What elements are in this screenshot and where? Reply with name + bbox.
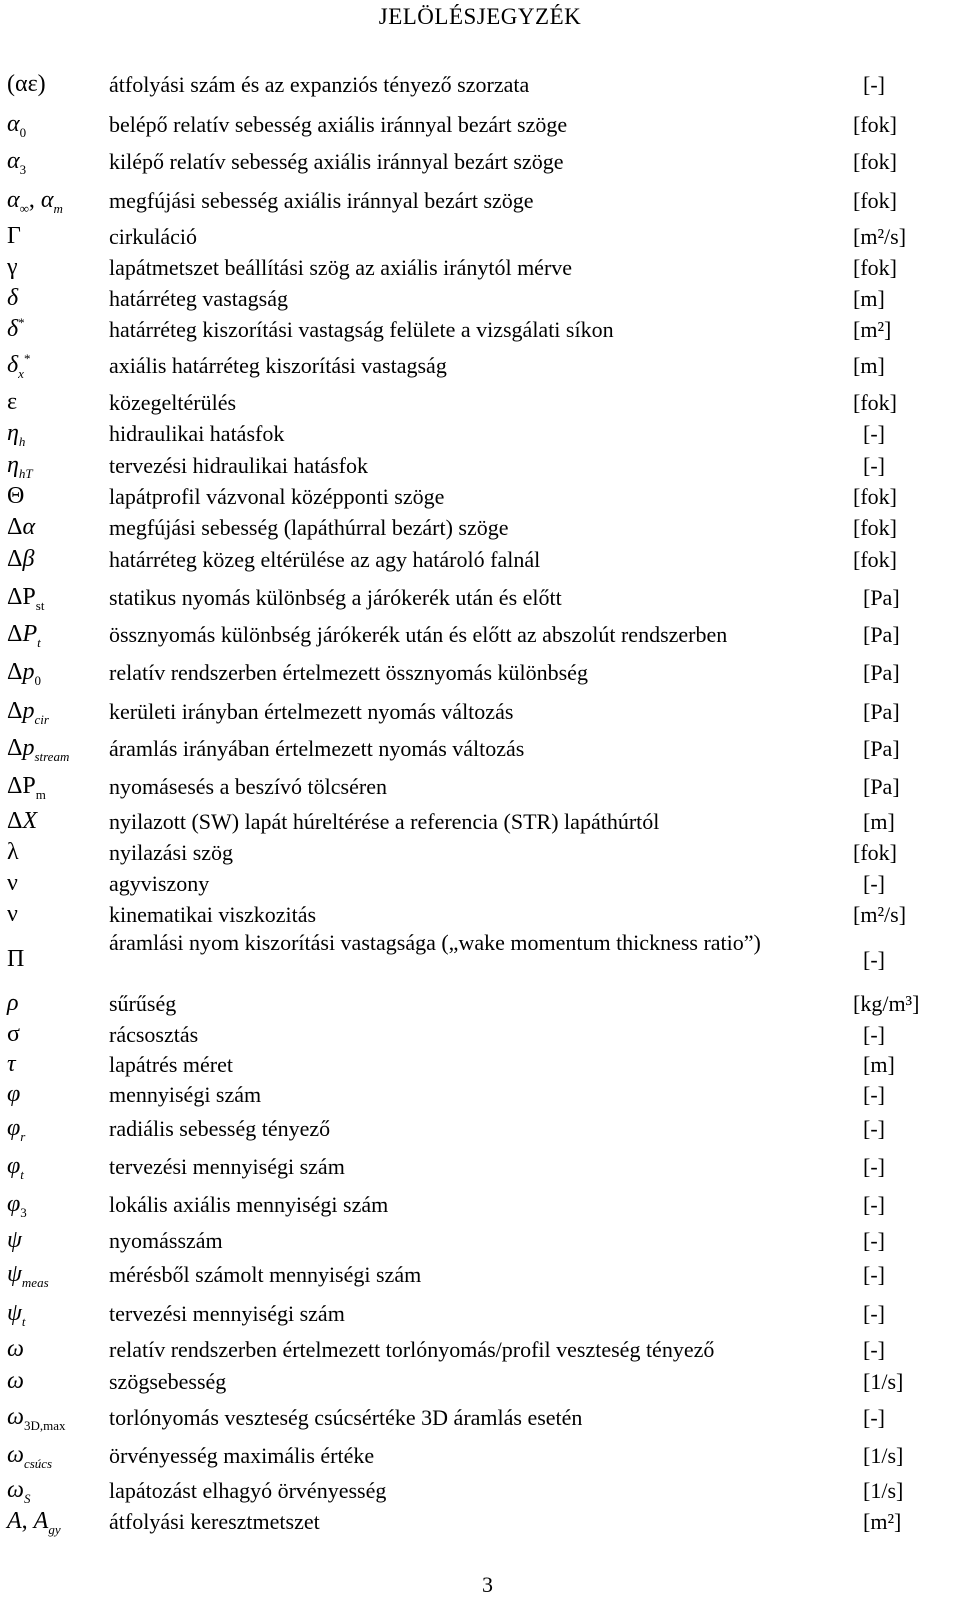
symbol-description: átfolyási keresztmetszet — [109, 1509, 320, 1534]
symbol: $\Delta P_{st}$ — [7, 584, 45, 613]
symbol-description: tervezési hidraulikai hatásfok — [109, 453, 369, 478]
symbol-unit: [m] — [853, 286, 885, 311]
symbol-unit: [m] — [863, 809, 895, 834]
symbol-description: szögsebesség — [109, 1369, 227, 1394]
page-number: 3 — [482, 1572, 493, 1597]
symbol: $\alpha_3$ — [7, 148, 27, 177]
symbol: ω — [7, 1336, 24, 1362]
symbol: ψ — [7, 1227, 22, 1253]
symbol: $\Delta p_0$ — [7, 659, 41, 688]
symbol: $\Delta P_m$ — [7, 773, 46, 802]
symbol-unit: [-] — [863, 1228, 885, 1253]
symbol-description: lapátrés méret — [109, 1052, 233, 1077]
symbol: λ — [7, 839, 19, 865]
symbol-description: mennyiségi szám — [109, 1082, 262, 1107]
symbol: Π — [7, 946, 25, 972]
symbol: $\Delta P_t$ — [7, 621, 41, 650]
symbol-unit: [fok] — [853, 112, 897, 137]
symbol-unit: [fok] — [853, 840, 897, 865]
symbol: φ — [7, 1081, 21, 1107]
symbol-description: megfújási sebesség axiális iránnyal bezárt szöge — [109, 188, 534, 213]
symbol-description: nyomásszám — [109, 1228, 223, 1253]
symbol-unit: [-] — [863, 453, 885, 478]
symbol: σ — [7, 1021, 20, 1047]
symbol-description: axiális határréteg kiszorítási vastagság — [109, 353, 447, 378]
symbol: $\varphi_3$ — [7, 1191, 27, 1220]
symbol: $\Delta p_{stream}$ — [7, 735, 70, 764]
symbol-unit: [fok] — [853, 255, 897, 280]
symbol: $\varphi_r$ — [7, 1115, 26, 1144]
symbol-description: mérésből számolt mennyiségi szám — [109, 1262, 422, 1287]
symbol-description: radiális sebesség tényező — [109, 1116, 331, 1141]
symbol-unit: [-] — [863, 871, 885, 896]
symbol-description: lapátprofil vázvonal középponti szöge — [109, 484, 445, 509]
symbol: $\delta_x^*$ — [7, 351, 31, 381]
symbol-description: torlónyomás veszteség csúcsértéke 3D áramlás esetén — [109, 1405, 583, 1430]
symbol: δ — [7, 285, 19, 311]
symbol-description: hidraulikai hatásfok — [109, 421, 285, 446]
symbol-description: össznyomás különbség járókerék után és előtt az abszolút rendszerben — [109, 622, 728, 647]
symbol-unit: [-] — [863, 1405, 885, 1430]
symbol-unit: [-] — [863, 1022, 885, 1047]
symbol-description: határréteg vastagság — [109, 286, 288, 311]
symbol-description: kinematikai viszkozitás — [109, 902, 317, 927]
symbol-description: kilépő relatív sebesség axiális iránnyal bezárt szöge — [109, 149, 564, 174]
symbol: (αε) — [7, 71, 46, 97]
symbol-description: tervezési mennyiségi szám — [109, 1154, 345, 1179]
symbol: ρ — [7, 990, 19, 1016]
symbol: Δβ — [7, 546, 35, 572]
page-title: JELÖLÉSJEGYZÉK — [378, 4, 582, 29]
symbol-unit: [m²] — [863, 1509, 902, 1534]
symbol-unit: [m²] — [853, 317, 892, 342]
symbol-description: átfolyási szám és az expanziós tényező szorzata — [109, 72, 530, 97]
symbol-unit: [fok] — [853, 149, 897, 174]
symbol: Γ — [7, 223, 21, 249]
symbol-description: relatív rendszerben értelmezett torlónyomás/profil veszteség tényező — [109, 1337, 715, 1362]
symbol-description: örvényesség maximális értéke — [109, 1443, 375, 1468]
symbol-unit: [Pa] — [863, 585, 900, 610]
symbol-unit: [-] — [863, 1154, 885, 1179]
symbol: $\alpha_0$ — [7, 111, 27, 140]
symbol-unit: [-] — [863, 947, 885, 972]
symbol-description: lokális axiális mennyiségi szám — [109, 1192, 389, 1217]
symbol-description: tervezési mennyiségi szám — [109, 1301, 345, 1326]
symbol: Θ — [7, 483, 25, 509]
symbol-unit: [1/s] — [863, 1478, 904, 1503]
symbol-description: relatív rendszerben értelmezett össznyomás különbség — [109, 660, 588, 685]
symbol-unit: [fok] — [853, 547, 897, 572]
symbol: $\eta_h$ — [7, 420, 26, 449]
symbol: $\Delta p_{cir}$ — [7, 698, 49, 727]
symbol: $\varphi_t$ — [7, 1153, 24, 1182]
symbol-description: határréteg kiszorítási vastagság felülete a vizsgálati síkon — [109, 317, 614, 342]
symbol-unit: [-] — [863, 72, 885, 97]
symbol-description: áramlás irányában értelmezett nyomás változás — [109, 736, 525, 761]
symbol-unit: [fok] — [853, 484, 897, 509]
symbol: A, $A_{gy}$ — [7, 1508, 61, 1537]
symbol: $\omega_{3D,max}$ — [7, 1404, 66, 1433]
symbol-description: nyilazott (SW) lapát húreltérése a referencia (STR) lapáthúrtól — [109, 809, 660, 834]
symbol-description: kerületi irányban értelmezett nyomás változás — [109, 699, 514, 724]
symbol-unit: [Pa] — [863, 622, 900, 647]
symbol: $\omega_{csúcs}$ — [7, 1442, 53, 1471]
symbol-unit: [fok] — [853, 390, 897, 415]
symbol-unit: [Pa] — [863, 774, 900, 799]
symbol-unit: [fok] — [853, 188, 897, 213]
symbol-unit: [kg/m³] — [853, 991, 920, 1016]
symbol: ν — [7, 870, 18, 896]
symbol: τ — [7, 1051, 16, 1077]
symbol-description: rácsosztás — [109, 1022, 199, 1047]
symbol-description: határréteg közeg eltérülése az agy határoló falnál — [109, 547, 541, 572]
symbol-unit: [Pa] — [863, 660, 900, 685]
symbol-description: nyomásesés a beszívó tölcséren — [109, 774, 387, 799]
symbol: ε — [7, 389, 18, 415]
symbol-description: áramlási nyom kiszorítási vastagsága („wake momentum thickness ratio”) — [109, 930, 761, 955]
symbol-unit: [-] — [863, 1082, 885, 1107]
symbol: Δα — [7, 514, 36, 540]
symbol-unit: [-] — [863, 1337, 885, 1362]
symbol: $\omega_S$ — [7, 1477, 31, 1506]
symbol-unit: [1/s] — [863, 1369, 904, 1394]
symbol-unit: [m²/s] — [853, 224, 907, 249]
symbol: $\psi_{meas}$ — [7, 1261, 49, 1290]
symbol: ω — [7, 1368, 24, 1394]
symbol-unit: [-] — [863, 1192, 885, 1217]
symbol-unit: [fok] — [853, 515, 897, 540]
symbol-description: belépő relatív sebesség axiális iránnyal bezárt szöge — [109, 112, 568, 137]
symbol-description: sűrűség — [109, 991, 177, 1016]
symbol-unit: [m²/s] — [853, 902, 907, 927]
symbol-unit: [-] — [863, 1116, 885, 1141]
symbol-unit: [1/s] — [863, 1443, 904, 1468]
symbol-description: statikus nyomás különbség a járókerék után és előtt — [109, 585, 562, 610]
symbol: ν — [7, 901, 18, 927]
symbol: $\eta_{hT}$ — [7, 452, 33, 481]
symbol-description: agyviszony — [109, 871, 210, 896]
symbol-unit: [-] — [863, 1262, 885, 1287]
symbol: γ — [7, 254, 18, 280]
symbol-unit: [Pa] — [863, 736, 900, 761]
symbol-unit: [-] — [863, 421, 885, 446]
symbol-description: megfújási sebesség (lapáthúrral bezárt) szöge — [109, 515, 509, 540]
symbol: ΔX — [7, 808, 38, 834]
symbol-description: cirkuláció — [109, 224, 197, 249]
symbol-unit: [m] — [863, 1052, 895, 1077]
symbol-unit: [m] — [853, 353, 885, 378]
symbol: $\alpha_\infty$, $\alpha_m$ — [7, 187, 63, 216]
symbol-unit: [-] — [863, 1301, 885, 1326]
symbol-description: lapátozást elhagyó örvényesség — [109, 1478, 387, 1503]
symbol: $\psi_t$ — [7, 1300, 26, 1329]
symbol-unit: [Pa] — [863, 699, 900, 724]
symbol-description: lapátmetszet beállítási szög az axiális iránytól mérve — [109, 255, 573, 280]
symbol-description: nyilazási szög — [109, 840, 234, 865]
symbol: δ* — [7, 315, 25, 342]
symbol-description: közegeltérülés — [109, 390, 237, 415]
